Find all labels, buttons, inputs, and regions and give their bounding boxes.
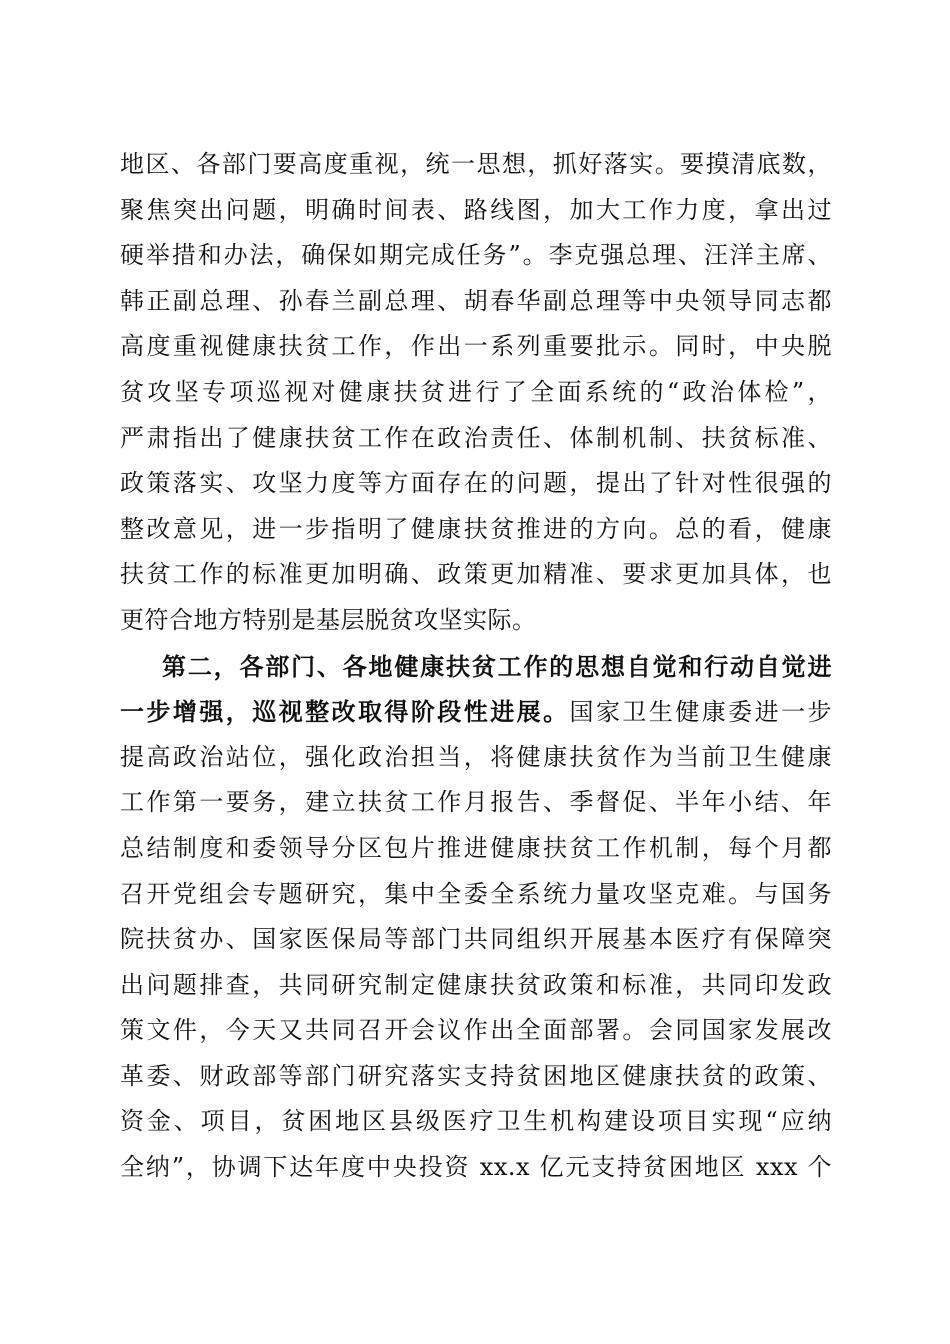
text-line: 总结制度和委领导分区包片推进健康扶贫工作机制，每个月都 — [120, 833, 832, 862]
paragraph-2 — [120, 644, 832, 1191]
text-line: 扶贫工作的标准更加明确、政策更加精准、要求更加具体，也 — [120, 560, 832, 589]
text-line: 召开党组会专题研究，集中全委全系统力量攻坚克难。与国务 — [120, 879, 832, 908]
text-line: 院扶贫办、国家医保局等部门共同组织开展基本医疗有保障突 — [120, 925, 832, 954]
text-line: 提高政治站位，强化政治担当，将健康扶贫作为当前卫生健康 — [120, 742, 832, 771]
document-body — [120, 142, 832, 1191]
text-line: 革委、财政部等部门研究落实支持贫困地区健康扶贫的政策、 — [120, 1061, 832, 1090]
paragraph-1 — [120, 142, 832, 644]
text-line: 策文件，今天又共同召开会议作出全面部署。会同国家发展改 — [120, 1016, 832, 1045]
text-line: 工作第一要务，建立扶贫工作月报告、季督促、半年小结、年 — [120, 788, 832, 817]
text-line-rest: 国家卫生健康委进一步 — [569, 698, 833, 727]
text-line: 严肃指出了健康扶贫工作在政治责任、体制机制、扶贫标准、 — [120, 423, 832, 452]
paragraph-lead-heading: 第二，各部门、各地健康扶贫工作的思想自觉和行动自觉进 — [162, 651, 832, 681]
text-line: 高度重视健康扶贫工作，作出一系列重要批示。同时，中央脱 — [120, 332, 832, 361]
text-line: 资金、项目，贫困地区县级医疗卫生机构建设项目实现“应纳 — [120, 1107, 832, 1136]
text-line: 聚焦突出问题，明确时间表、路线图，加大工作力度，拿出过 — [120, 195, 832, 224]
text-line: 政策落实、攻坚力度等方面存在的问题，提出了针对性很强的 — [120, 469, 832, 498]
text-line: 贫攻坚专项巡视对健康扶贫进行了全面系统的“政治体检”， — [120, 377, 832, 406]
paragraph-lead-heading-end: 一步增强，巡视整改取得阶段性进展。 — [120, 697, 570, 727]
text-line: 更符合地方特别是基层脱贫攻坚实际。 — [120, 605, 537, 634]
text-line: 韩正副总理、孙春兰副总理、胡春华副总理等中央领导同志都 — [120, 286, 832, 315]
text-line: 整改意见，进一步指明了健康扶贫推进的方向。总的看，健康 — [120, 514, 832, 543]
text-line: 硬举措和办法，确保如期完成任务”。李克强总理、汪洋主席、 — [120, 241, 832, 270]
text-line: 出问题排查，共同研究制定健康扶贫政策和标准，共同印发政 — [120, 970, 832, 999]
text-line: 全纳”，协调下达年度中央投资 xx.x 亿元支持贫困地区 xxx 个 — [120, 1153, 832, 1182]
text-line — [120, 689, 832, 735]
text-line: 地区、各部门要高度重视，统一思想，抓好落实。要摸清底数， — [120, 150, 832, 178]
